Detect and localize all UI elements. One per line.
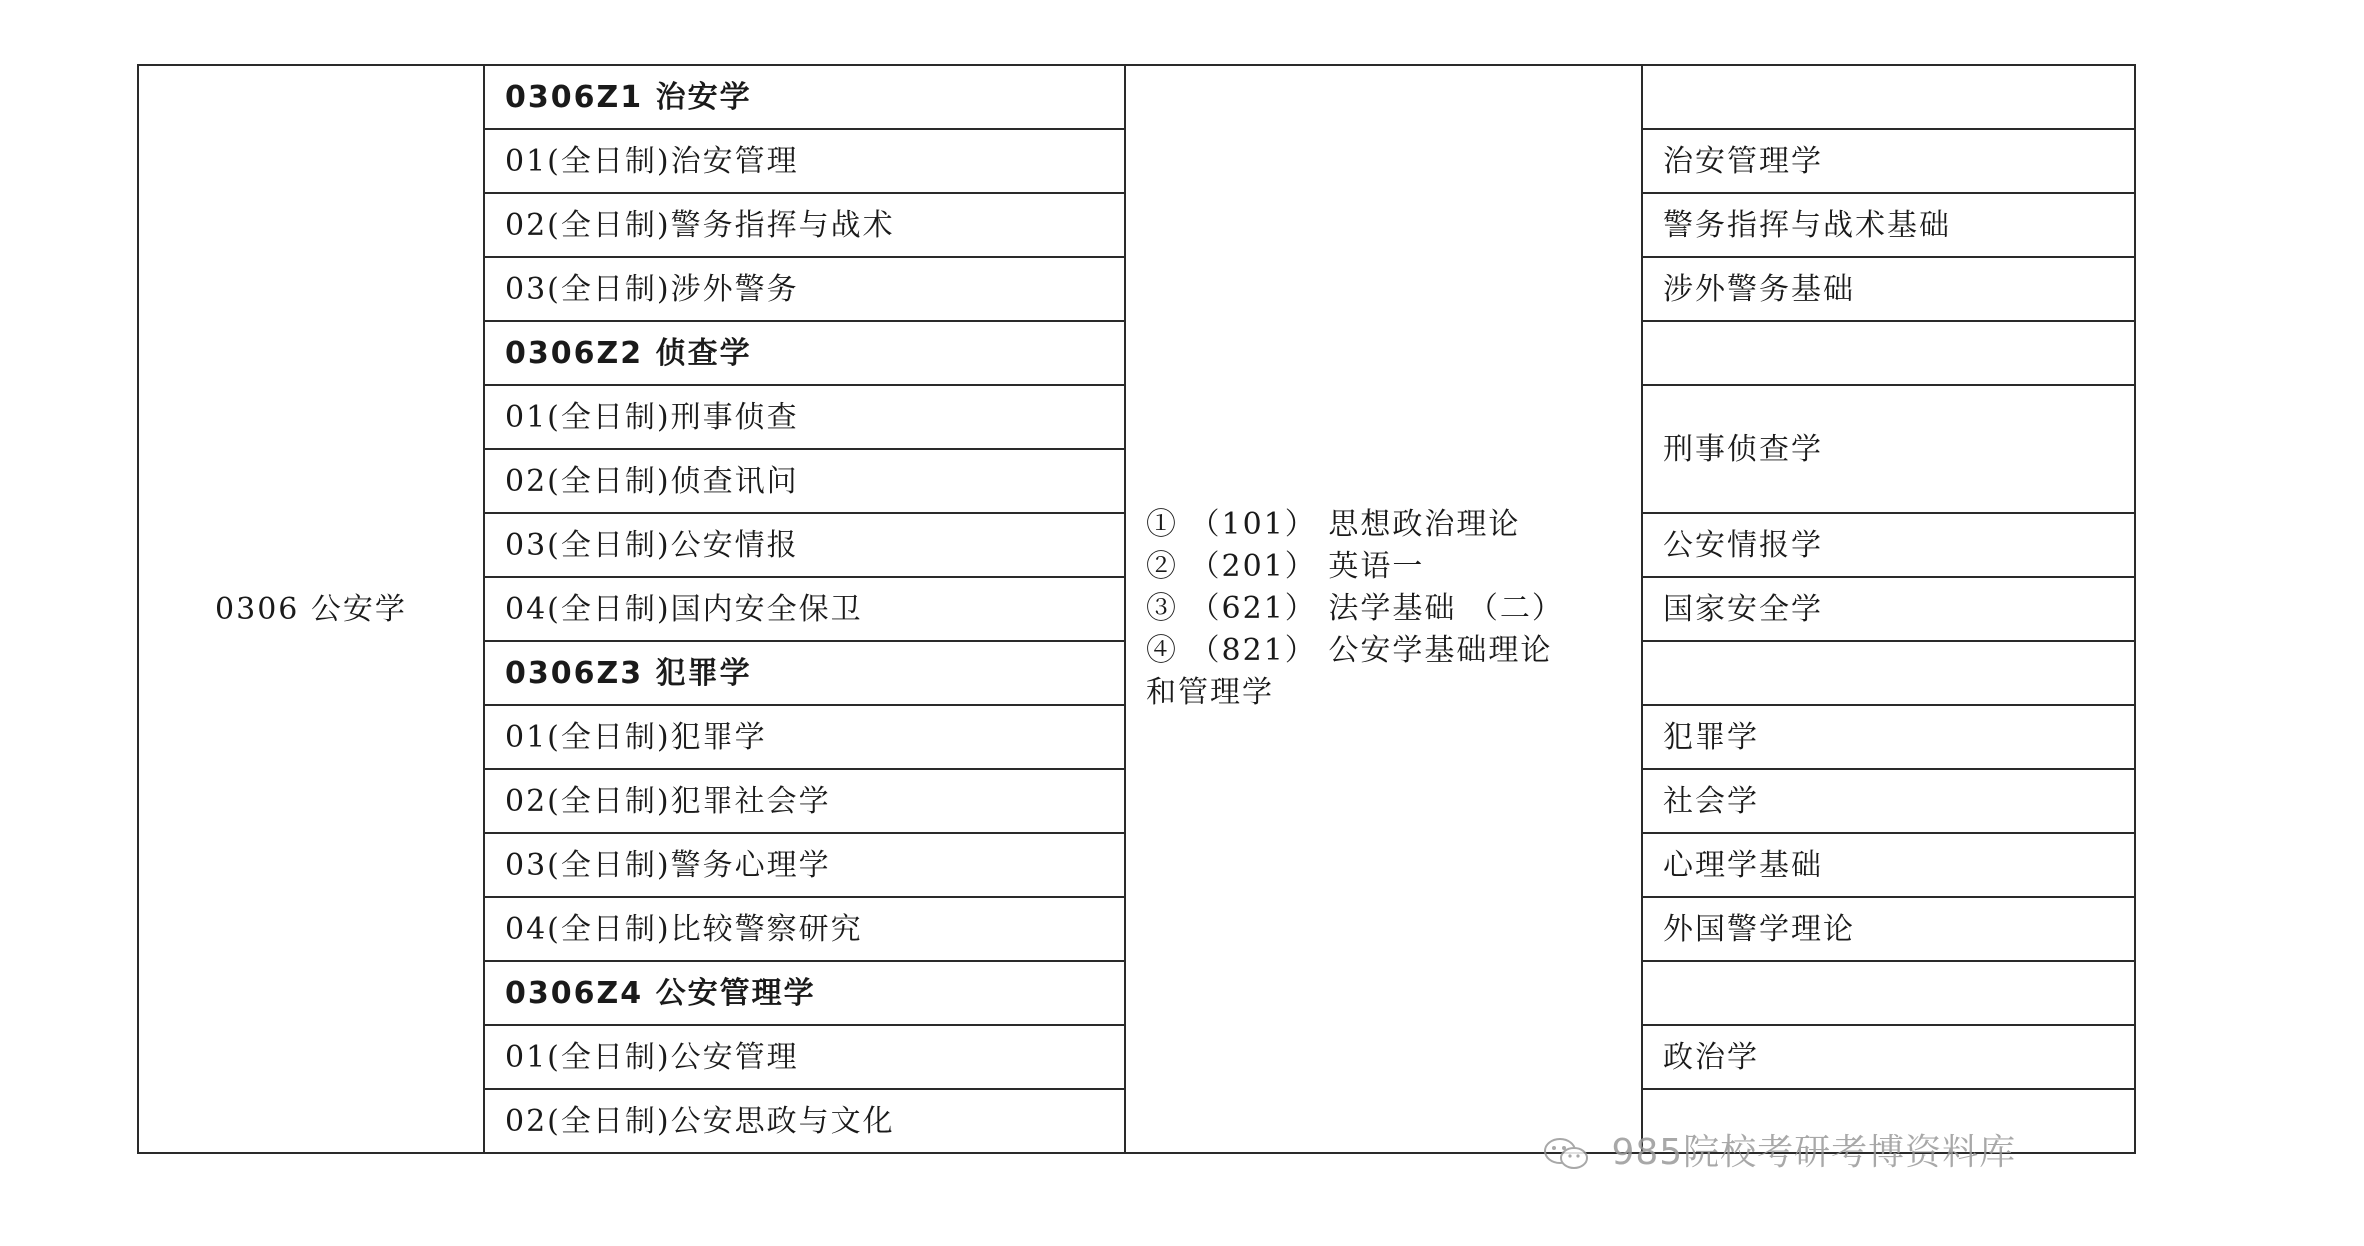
research-direction-cell: 01(全日制)治安管理 (484, 129, 1125, 193)
research-direction-cell: 03(全日制)警务心理学 (484, 833, 1125, 897)
watermark-text: 985院校考研考博资料库 (1611, 1132, 2017, 1173)
table-row (138, 65, 2135, 129)
exam-subject-line: ③ （621） 法学基础 （二） (1146, 591, 1564, 626)
research-direction-cell: 03(全日制)公安情报 (484, 513, 1125, 577)
exam-subject-line: ② （201） 英语一 (1146, 549, 1425, 584)
research-direction-cell: 03(全日制)涉外警务 (484, 257, 1125, 321)
reexam-subject-cell: 刑事侦查学 (1642, 385, 2135, 513)
reexam-subject-cell: 公安情报学 (1642, 513, 2135, 577)
research-direction-cell: 02(全日制)犯罪社会学 (484, 769, 1125, 833)
reexam-subject-cell: 社会学 (1642, 769, 2135, 833)
reexam-subject-cell (1642, 961, 2135, 1025)
reexam-subject-cell (1642, 321, 2135, 385)
watermark (1543, 1124, 2016, 1175)
reexam-subject-cell: 犯罪学 (1642, 705, 2135, 769)
research-direction-cell: 04(全日制)比较警察研究 (484, 897, 1125, 961)
reexam-subject-cell: 治安管理学 (1642, 129, 2135, 193)
discipline-heading: 0306Z2 侦查学 (484, 321, 1125, 385)
research-direction-cell: 01(全日制)刑事侦查 (484, 385, 1125, 449)
research-direction-cell: 02(全日制)警务指挥与战术 (484, 193, 1125, 257)
discipline-heading: 0306Z3 犯罪学 (484, 641, 1125, 705)
exam-subject-line: ① （101） 思想政治理论 (1146, 507, 1521, 542)
research-direction-cell: 04(全日制)国内安全保卫 (484, 577, 1125, 641)
research-direction-cell: 02(全日制)公安思政与文化 (484, 1089, 1125, 1153)
reexam-subject-cell (1642, 65, 2135, 129)
exam-subjects-cell (1125, 65, 1642, 1153)
research-direction-cell: 01(全日制)犯罪学 (484, 705, 1125, 769)
reexam-subject-cell: 警务指挥与战术基础 (1642, 193, 2135, 257)
reexam-subject-cell: 政治学 (1642, 1025, 2135, 1089)
reexam-subject-cell: 国家安全学 (1642, 577, 2135, 641)
wechat-icon (1543, 1137, 1589, 1171)
exam-subject-line: ④ （821） 公安学基础理论 (1146, 633, 1553, 668)
discipline-heading: 0306Z4 公安管理学 (484, 961, 1125, 1025)
reexam-subject-cell: 心理学基础 (1642, 833, 2135, 897)
major-cell: 0306 公安学 (138, 65, 484, 1153)
discipline-heading: 0306Z1 治安学 (484, 65, 1125, 129)
research-direction-cell: 01(全日制)公安管理 (484, 1025, 1125, 1089)
reexam-subject-cell: 涉外警务基础 (1642, 257, 2135, 321)
program-catalog-table (137, 64, 2136, 1154)
reexam-subject-cell (1642, 641, 2135, 705)
research-direction-cell: 02(全日制)侦查讯问 (484, 449, 1125, 513)
reexam-subject-cell: 外国警学理论 (1642, 897, 2135, 961)
exam-subject-line: 和管理学 (1146, 675, 1274, 710)
